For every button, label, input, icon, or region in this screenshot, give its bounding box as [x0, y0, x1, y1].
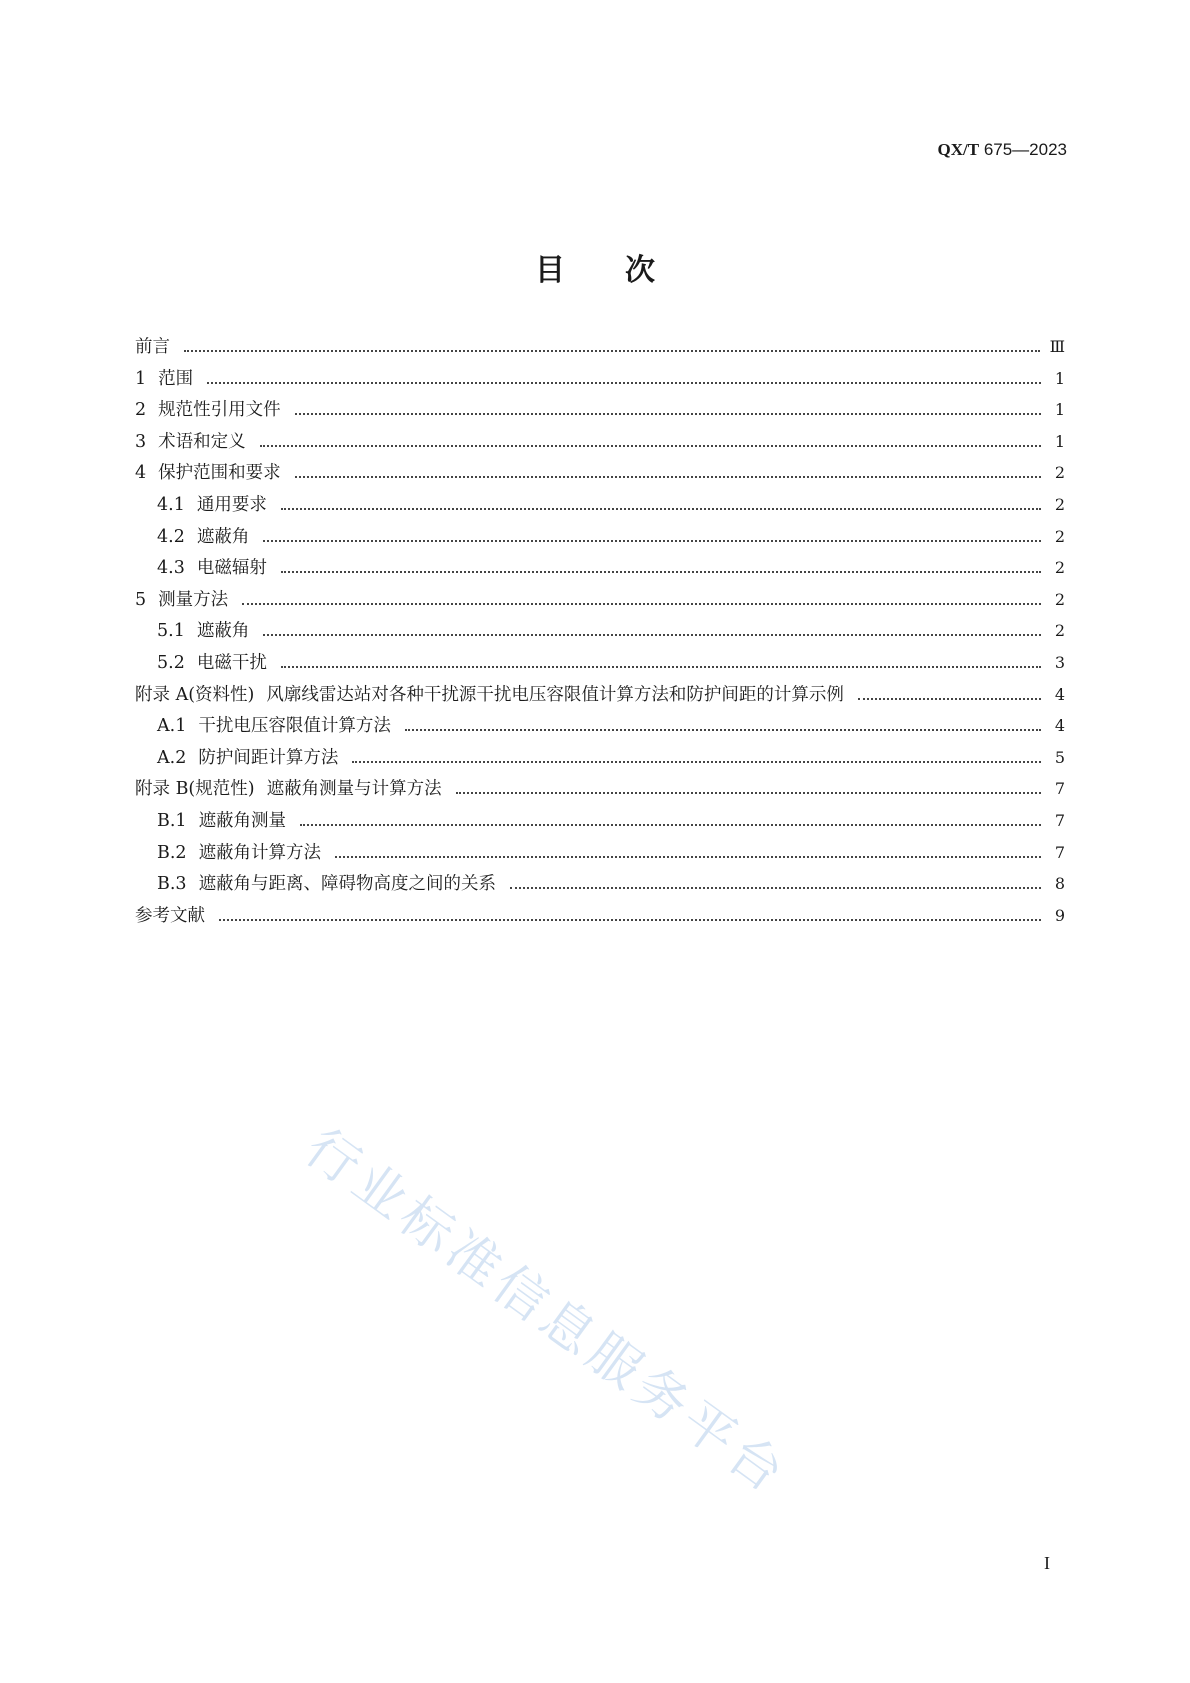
toc-entry-number: A.2 — [157, 747, 187, 768]
toc-entry[interactable] — [135, 333, 1065, 365]
toc-leader-dots — [405, 728, 1041, 731]
toc-entry-page: 8 — [1054, 874, 1065, 894]
toc-leader-dots — [263, 633, 1041, 636]
toc-entry[interactable] — [135, 617, 1065, 649]
toc-entry-number: 附录 B(规范性) — [135, 779, 255, 800]
toc-leader-dots — [456, 791, 1041, 794]
toc-entry-number: 1 — [135, 368, 147, 389]
toc-entry-number: B.2 — [157, 842, 187, 863]
toc-leader-dots — [510, 886, 1041, 889]
toc-entry-page: 7 — [1054, 810, 1065, 830]
toc-entry-label: 前言 — [135, 337, 170, 357]
toc-entry[interactable] — [135, 554, 1065, 586]
toc-entry-page: 1 — [1054, 400, 1065, 420]
toc-entry[interactable] — [135, 396, 1065, 428]
toc-leader-dots — [260, 444, 1041, 447]
toc-entry-number: 4 — [135, 463, 147, 484]
toc-entry[interactable] — [135, 712, 1065, 744]
toc-entry[interactable] — [135, 649, 1065, 681]
toc-entry[interactable] — [135, 459, 1065, 491]
toc-leader-dots — [184, 349, 1040, 352]
standard-code-prefix: QX/T — [937, 140, 980, 159]
toc-entry-page: 5 — [1054, 747, 1065, 767]
toc-entry-page: 7 — [1054, 842, 1065, 862]
page-title — [0, 245, 1190, 289]
toc-entry-label: 规范性引用文件 — [158, 400, 281, 421]
toc-entry-page: Ⅲ — [1049, 337, 1065, 356]
page-number: I — [1044, 1553, 1050, 1573]
toc-entry-label: 遮蔽角测量 — [198, 810, 287, 831]
toc-entry[interactable] — [135, 523, 1065, 555]
toc-entry-page: 4 — [1054, 716, 1065, 736]
toc-entry-number: 2 — [135, 400, 147, 421]
toc-entry[interactable] — [135, 775, 1065, 807]
toc-entry-label: 遮蔽角与距离、障碍物高度之间的关系 — [198, 874, 497, 895]
toc-entry[interactable] — [135, 365, 1065, 397]
toc-entry-label: 术语和定义 — [158, 431, 246, 452]
watermark: 行业标准信息服务平台 — [294, 1117, 799, 1508]
toc-entry-page: 4 — [1054, 684, 1065, 704]
toc-entry-number: 附录 A(资料性) — [135, 684, 255, 705]
toc-leader-dots — [281, 570, 1041, 573]
toc-entry-page: 1 — [1054, 368, 1065, 388]
toc-entry[interactable] — [135, 902, 1065, 934]
toc-entry[interactable] — [135, 870, 1065, 902]
toc-entry-number: 5 — [135, 589, 147, 610]
toc-entry-number: B.3 — [157, 874, 187, 895]
toc-entry-label: 通用要求 — [196, 494, 267, 515]
toc-entry-label: 参考文献 — [135, 905, 205, 926]
toc-entry-number: 3 — [135, 431, 147, 452]
toc-entry-label: 电磁干扰 — [196, 652, 267, 673]
toc-entry[interactable] — [135, 681, 1065, 713]
toc-entry-page: 2 — [1054, 558, 1065, 578]
toc-entry-label: 防护间距计算方法 — [198, 747, 339, 768]
toc-leader-dots — [219, 918, 1041, 921]
toc-entry-page: 2 — [1054, 526, 1065, 546]
toc-entry-page: 2 — [1054, 621, 1065, 641]
toc-entry-label: 风廓线雷达站对各种干扰源干扰电压容限值计算方法和防护间距的计算示例 — [266, 684, 844, 705]
toc-entry-label: 干扰电压容限值计算方法 — [198, 716, 391, 737]
toc-entry-page: 9 — [1054, 905, 1065, 925]
toc-leader-dots — [295, 475, 1041, 478]
toc-entry-number: 5.2 — [157, 652, 185, 673]
toc-leader-dots — [207, 381, 1041, 384]
toc-leader-dots — [295, 412, 1041, 415]
toc-entry-page: 2 — [1054, 589, 1065, 609]
toc-entry-page: 1 — [1054, 431, 1065, 451]
toc-entry-number: 4.2 — [157, 526, 185, 547]
toc-entry-label: 遮蔽角计算方法 — [198, 842, 322, 863]
toc-entry-number: 4.1 — [157, 494, 185, 515]
toc-entry[interactable] — [135, 428, 1065, 460]
toc-entry-number: B.1 — [157, 810, 187, 831]
toc-leader-dots — [300, 823, 1041, 826]
toc-entry-label: 遮蔽角 — [196, 621, 250, 642]
toc-leader-dots — [281, 507, 1041, 510]
toc-entry[interactable] — [135, 586, 1065, 618]
toc-leader-dots — [858, 697, 1041, 700]
toc-entry-label: 遮蔽角测量与计算方法 — [266, 779, 442, 800]
title-char-1: 目 — [535, 253, 565, 288]
toc-leader-dots — [263, 539, 1041, 542]
toc-leader-dots — [352, 760, 1041, 763]
toc-entry-page: 7 — [1054, 779, 1065, 799]
toc-entry[interactable] — [135, 744, 1065, 776]
table-of-contents — [135, 333, 1065, 933]
title-char-2: 次 — [625, 253, 655, 288]
toc-leader-dots — [335, 855, 1041, 858]
toc-entry-number: 4.3 — [157, 558, 185, 579]
toc-entry-label: 范围 — [158, 368, 194, 389]
toc-entry-label: 遮蔽角 — [196, 526, 250, 547]
toc-entry[interactable] — [135, 807, 1065, 839]
toc-entry-page: 3 — [1054, 652, 1065, 672]
toc-entry-label: 保护范围和要求 — [158, 463, 281, 484]
toc-entry[interactable] — [135, 839, 1065, 871]
toc-entry-number: A.1 — [157, 716, 187, 737]
toc-leader-dots — [242, 602, 1041, 605]
toc-entry[interactable] — [135, 491, 1065, 523]
toc-entry-label: 测量方法 — [158, 589, 229, 610]
toc-entry-label: 电磁辐射 — [196, 558, 267, 579]
toc-entry-page: 2 — [1054, 463, 1065, 483]
toc-entry-page: 2 — [1054, 494, 1065, 514]
toc-entry-number: 5.1 — [157, 621, 185, 642]
toc-leader-dots — [281, 665, 1041, 668]
standard-code: QX/T 675—2023 — [937, 140, 1067, 159]
